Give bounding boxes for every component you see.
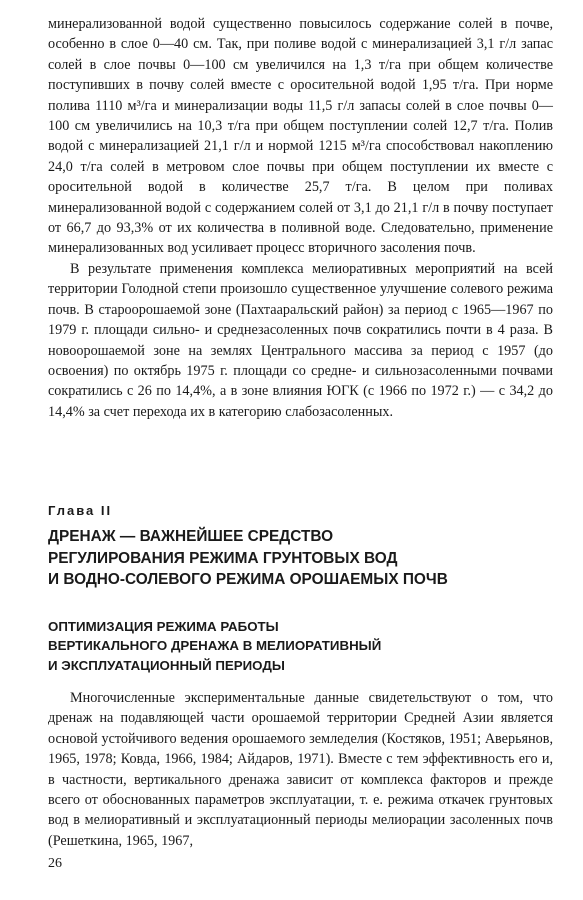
- chapter-title-line: РЕГУЛИРОВАНИЯ РЕЖИМА ГРУНТОВЫХ ВОД: [48, 549, 398, 567]
- chapter-label: Глава II: [48, 503, 113, 518]
- paragraph-3: Многочисленные экспериментальные данные свидетельствуют о том, что дренаж на подавляющей части орошаемой территории Средней Азии является основой устойчивого ведения орошаемого земледелия (Костяков, 1951; Аверьянов, 1965, 1978; Ковда, 1966, 1984; Айдаров, 1971). Вместе с тем эффективность его и, в частности, вертикального дренажа зависит от комплекса факторов и прежде всего от обоснованных параметров эксплуатации, т. е. режима откачек грунтовых вод в мелиоративный и эксплуатационный периоды мелиорации засоленных почв (Решеткина, 1965, 1967,: [48, 690, 553, 849]
- page-number: 26: [48, 856, 62, 871]
- section-title-line: ОПТИМИЗАЦИЯ РЕЖИМА РАБОТЫ: [48, 619, 279, 634]
- chapter-title: [48, 526, 553, 591]
- body-text-bottom: [48, 688, 553, 851]
- paragraph-1: минерализованной водой существенно повысилось содержание солей в почве, особенно в слое 0—40 см. Так, при поливе водой с минерализацией 3,1 г/л запас солей в слое почвы 0—100 см увеличился на 1,3 т/га при общем количестве поступивших в почву солей вместе с оросительной водой 1,95 т/га. При норме полива 1110 м³/га и минерализации воды 11,5 г/л запасы солей в слое почвы 0—100 см увеличились на 10,3 т/га при общем поступлении солей 12,7 т/га. Полив водой с минерализацией 21,1 г/л и нормой 1215 м³/га способствовал накоплению 24,0 т/га солей в метровом слое почвы при общем поступлении их вместе с оросительной водой в количестве 25,7 т/га. В целом при поливах минерализованной водой с содержанием солей от 3,1 до 21,1 г/л в почву поступает от 66,7 до 93,3% от их количества в поливной воде. Следовательно, применение минерализованных вод усиливает процесс вторичного засоления почв.: [48, 16, 553, 257]
- body-text-top: [48, 14, 553, 422]
- paragraph-2: В результате применения комплекса мелиоративных мероприятий на всей территории Голодной степи произошло существенное улучшение солевого режима почв. В староорошаемой зоне (Пахтааральский район) за период с 1965—1967 по 1979 г. площади сильно- и среднезасоленных почв сократились почти в 4 раза. В новоорошаемой зоне на землях Центрального массива за период с 1957 (до освоения) по октябрь 1975 г. площади со средне- и сильнозасоленными почвами сократились с 26 по 14,4%, а в зоне влияния ЮГК (с 1966 по 1972 г.) — с 34,2 до 14,4% за счет перехода их в категорию слабозасоленных.: [48, 260, 553, 420]
- section-title-line: ВЕРТИКАЛЬНОГО ДРЕНАЖА В МЕЛИОРАТИВНЫЙ: [48, 638, 382, 654]
- chapter-title-line: И ВОДНО-СОЛЕВОГО РЕЖИМА ОРОШАЕМЫХ ПОЧВ: [48, 571, 448, 588]
- section-title: [48, 617, 553, 675]
- chapter-title-line: ДРЕНАЖ — ВАЖНЕЙШЕЕ СРЕДСТВО: [48, 528, 334, 545]
- section-title-line: И ЭКСПЛУАТАЦИОННЫЙ ПЕРИОДЫ: [48, 657, 285, 673]
